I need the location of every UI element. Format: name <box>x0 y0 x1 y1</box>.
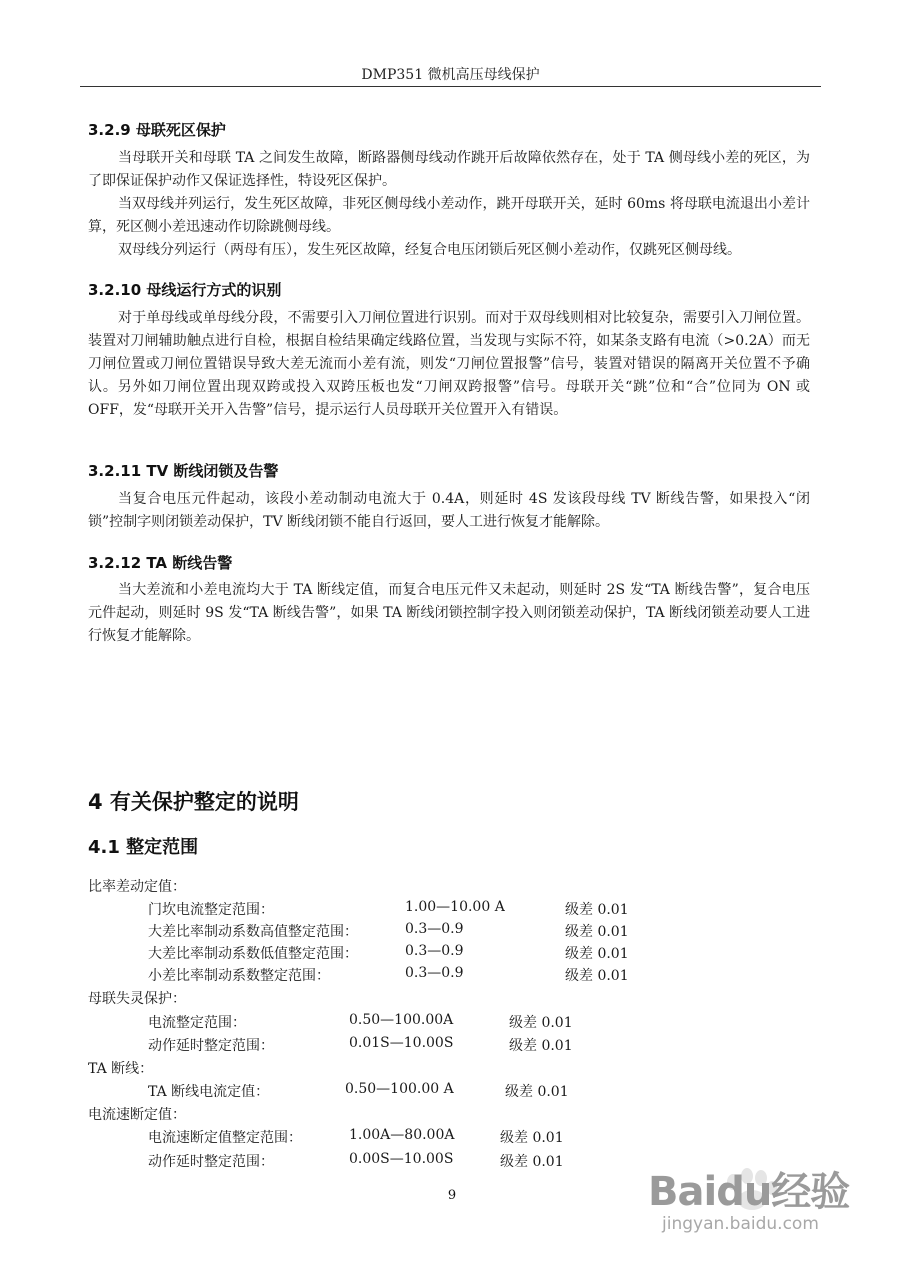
section-heading-3-2-11: 3.2.11 TV 断线闭锁及告警 <box>88 462 279 480</box>
setting-name: 电流速断定值整定范围： <box>148 1130 302 1146</box>
page-number: 9 <box>447 1188 457 1203</box>
page-header: DMP351 微机高压母线保护 <box>361 67 540 83</box>
paragraph: 当大差流和小差电流均大于 TA 断线定值，而复合电压元件又未起动，则延时 2S 发“TA 断线告警”，复合电压元件起动，则延时 9S 发“TA 断线告警”，如果 TA 断线闭锁控制字投入则闭锁差动保护，TA 断线闭锁差动要人工进行恢复才能解除。 <box>88 582 810 644</box>
header-divider <box>80 86 821 87</box>
settings-group-label: 电流速断定值： <box>88 1107 186 1123</box>
watermark-url: jingyan.baidu.com <box>662 1214 819 1234</box>
setting-range: 0.3—0.9 <box>405 965 464 981</box>
paragraph: 当双母线并列运行，发生死区故障，非死区侧母线小差动作，跳开母联开关，延时 60ms 将母联电流退出小差计算，死区侧小差迅速动作切除跳侧母线。 <box>88 196 810 235</box>
setting-step: 级差 0.01 <box>565 924 629 940</box>
paragraph: 当复合电压元件起动，该段小差动制动电流大于 0.4A，则延时 4S 发该段母线 TV 断线告警，如果投入“闭锁”控制字则闭锁差动保护，TV 断线闭锁不能自行返回，要人工进行恢复才能解除。 <box>88 491 810 530</box>
setting-step: 级差 0.01 <box>509 1038 573 1054</box>
setting-step: 级差 0.01 <box>505 1084 569 1100</box>
settings-group-label: TA 断线： <box>88 1061 154 1077</box>
setting-step: 级差 0.01 <box>500 1130 564 1146</box>
section-heading-3-2-12: 3.2.12 TA 断线告警 <box>88 554 233 572</box>
setting-name: 大差比率制动系数高值整定范围： <box>148 924 358 940</box>
setting-step: 级差 0.01 <box>565 968 629 984</box>
setting-step: 级差 0.01 <box>509 1015 573 1031</box>
setting-name: 门坎电流整定范围： <box>148 902 274 918</box>
setting-range: 0.50—100.00A <box>349 1012 454 1028</box>
section-heading-3-2-10: 3.2.10 母线运行方式的识别 <box>88 281 282 299</box>
settings-group-label: 比率差动定值： <box>88 879 186 895</box>
setting-name: TA 断线电流定值： <box>148 1084 270 1100</box>
setting-range: 0.50—100.00 A <box>345 1081 454 1097</box>
setting-range: 0.00S—10.00S <box>349 1151 454 1167</box>
setting-step: 级差 0.01 <box>565 946 629 962</box>
watermark-brand: Baidu经验 <box>648 1169 850 1215</box>
setting-range: 1.00—10.00 A <box>405 899 505 915</box>
paragraph: 当母联开关和母联 TA 之间发生故障，断路器侧母线动作跳开后故障依然存在，处于 TA 侧母线小差的死区，为了即保证保护动作又保证选择性，特设死区保护。 <box>88 150 810 189</box>
section-heading-3-2-9: 3.2.9 母联死区保护 <box>88 121 226 139</box>
settings-group-label: 母联失灵保护： <box>88 991 186 1007</box>
paragraph: 对于单母线或单母线分段，不需要引入刀闸位置进行识别。而对于双母线则相对比较复杂，需要引入刀闸位置。装置对刀闸辅助触点进行自检，根据自检结果确定线路位置，当发现与实际不符，如某条支路有电流（>0.2A）而无刀闸位置或刀闸位置错误导致大差无流而小差有流，则发“刀闸位置报警”信号，装置对错误的隔离开关位置不予确认。另外如刀闸位置出现双跨或投入双跨压板也发“刀闸双跨报警”信号。母联开关“跳”位和“合”位同为 ON 或 OFF，发“母联开关开入告警”信号，提示运行人员母联开关位置开入有错误。 <box>88 310 810 418</box>
setting-step: 级差 0.01 <box>565 902 629 918</box>
setting-range: 0.3—0.9 <box>405 921 464 937</box>
setting-step: 级差 0.01 <box>500 1154 564 1170</box>
setting-name: 电流整定范围： <box>148 1015 246 1031</box>
setting-range: 1.00A—80.00A <box>349 1127 455 1143</box>
setting-name: 小差比率制动系数整定范围： <box>148 968 330 984</box>
paragraph: 双母线分列运行（两母有压），发生死区故障，经复合电压闭锁后死区侧小差动作，仅跳死区侧母线。 <box>118 242 741 258</box>
setting-name: 大差比率制动系数低值整定范围： <box>148 946 358 962</box>
setting-range: 0.01S—10.00S <box>349 1035 454 1051</box>
setting-name: 动作延时整定范围： <box>148 1154 274 1170</box>
chapter-title: 4 有关保护整定的说明 <box>88 790 299 814</box>
setting-range: 0.3—0.9 <box>405 943 464 959</box>
setting-name: 动作延时整定范围： <box>148 1038 274 1054</box>
subsection-title: 4.1 整定范围 <box>88 837 199 858</box>
